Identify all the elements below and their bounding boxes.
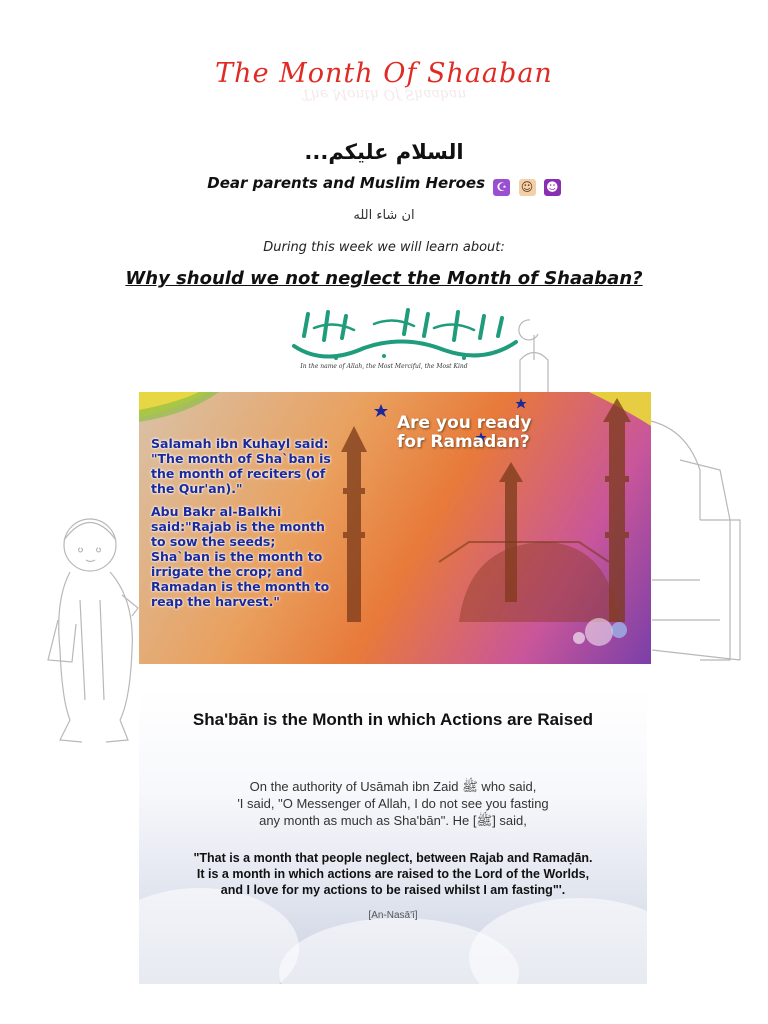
narration-line: 'I said, "O Messenger of Allah, I do not see you fasting [237,796,549,811]
hadith-narration [139,778,647,829]
greeting-line [0,174,768,196]
poster-quotes [151,436,331,617]
hadith-line: It is a month in which actions are raised to the Lord of the Worlds, [196,867,590,881]
narration-line: any month as much as Sha'bān". He [ﷺ] said, [259,813,527,828]
hadith-line: "That is a month that people neglect, between Rajab and Ramaḍān. [193,851,593,865]
quote-balkhi: Abu Bakr al-Balkhi said:"Rajab is the month to sow the seeds; Sha`ban is the month to irrigate the crop; and Ramadan is the month to reap the harvest." [151,504,330,609]
headline-line-2: for Ramadan? [397,432,530,452]
page-title: The Month Of Shaaban [215,58,553,89]
quote-salamah: Salamah ibn Kuhayl said: "The month of Sha`ban is the month of reciters (of the Qur'an)." [151,436,331,496]
hadith-source: [An-Nasā'ī] [368,910,418,921]
intro-text: During this week we will learn about: [263,240,505,255]
boy-icon: ☺ [519,179,536,196]
inshaallah-text: ان شاء الله [353,208,415,223]
bismillah-caption: In the name of Allah, the Most Merciful, the Most Kind [300,363,468,370]
hadith-quote [139,850,647,898]
poster-headline [397,414,587,452]
hadith-line: and I love for my actions to be raised whilst I am fasting"'. [220,883,566,897]
narration-line: On the authority of Usāmah ibn Zaid ﷺ who said, [249,779,537,794]
girl-hijab-icon: ☻ [544,179,561,196]
poster-title: Sha'bān is the Month in which Actions are Raised [192,710,594,729]
cloud-shape [139,888,299,984]
star-crescent-icon: ☪ [493,179,510,196]
lesson-question: Why should we not neglect the Month of Shaaban? [125,268,643,289]
title-reflection: The Month Of Shaaban [301,86,467,102]
shaaban-hadith-poster [139,688,647,984]
greeting-text: Dear parents and Muslim Heroes [207,174,486,192]
ramadan-poster [139,392,651,664]
headline-line-1: Are you ready [397,413,532,433]
salam-greeting: السلام عليكم... [304,140,464,164]
